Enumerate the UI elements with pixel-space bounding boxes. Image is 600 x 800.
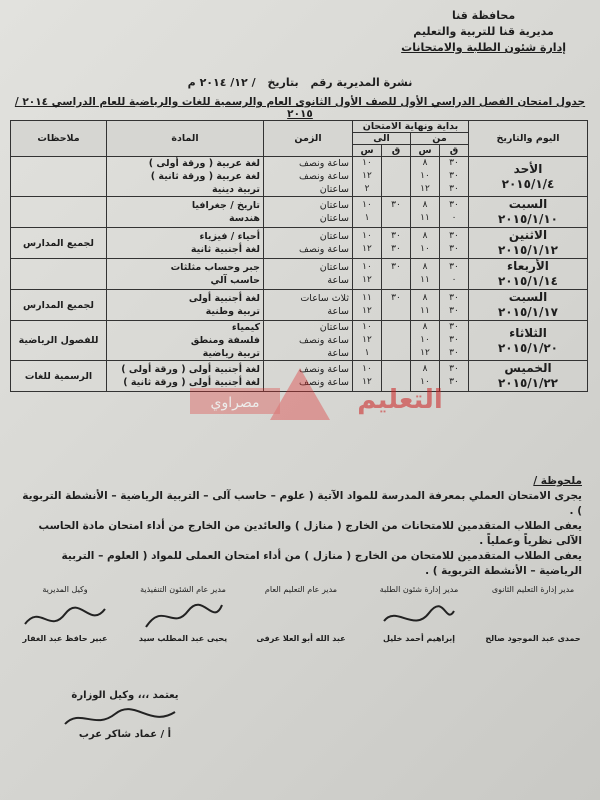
to-s-value: ١٠	[362, 200, 372, 210]
subjects-value: لغة عربية ( ورقة ثانية )	[150, 171, 260, 182]
to-s-value: ١٢	[362, 244, 372, 254]
from-s-cell	[411, 157, 440, 197]
to-q-value: ٣٠	[391, 244, 401, 254]
to-s-cell	[353, 197, 382, 228]
from-s-value: ١٠	[420, 244, 430, 254]
subjects-value: تربية وطنية	[205, 306, 260, 317]
to-q-value: ٣٠	[391, 262, 401, 272]
to-s-value: ١٢	[362, 306, 372, 316]
note-cell	[11, 157, 107, 197]
approval-block	[40, 690, 210, 740]
letterhead	[401, 8, 566, 56]
table-row	[11, 197, 588, 228]
from-s-value: ٨	[422, 262, 428, 272]
from-q-value: ٣٠	[449, 200, 459, 210]
day-cell	[469, 259, 588, 290]
subjects-value: تربية دينية	[212, 184, 260, 195]
durations-cell	[264, 228, 353, 259]
to-s-value: ١٠	[362, 231, 372, 241]
col-from: من	[411, 133, 469, 145]
approval-signature	[60, 706, 180, 732]
from-q-value: ٠	[451, 213, 457, 223]
day-name: الاثنين	[508, 228, 548, 242]
to-s-value: ١٠	[362, 158, 372, 168]
from-s-value: ١١	[420, 213, 430, 223]
durations-value: ساعة	[327, 306, 349, 317]
subjects-value: لغة أجنبية أولى ( ورقة ثانية )	[123, 377, 260, 388]
to-s-value: ١	[364, 348, 370, 358]
day-cell	[469, 321, 588, 361]
table-row	[11, 321, 588, 361]
bulletin-date: / ١٢/ ٢٠١٤ م	[187, 76, 256, 89]
to-s-cell	[353, 259, 382, 290]
subjects-value: كيمياء	[231, 322, 260, 333]
signature-name: إبراهيم أحمد خليل	[382, 634, 456, 643]
exam-schedule-table	[10, 120, 588, 392]
to-q-cell	[382, 157, 411, 197]
notes-section	[18, 474, 582, 579]
durations-cell	[264, 259, 353, 290]
note-cell	[11, 259, 107, 290]
col-subject: المادة	[107, 121, 264, 157]
col-to-s: س	[353, 145, 382, 157]
durations-cell	[264, 321, 353, 361]
to-q-value	[385, 347, 407, 360]
from-q-value: ٣٠	[449, 262, 459, 272]
from-q-value: ٣٠	[449, 306, 459, 316]
day-name: الخميس	[504, 361, 552, 375]
day-cell	[469, 290, 588, 321]
signature-general	[246, 585, 356, 643]
table-row	[11, 290, 588, 321]
col-notes: ملاحظات	[11, 121, 107, 157]
watermark-logo	[190, 360, 480, 430]
from-s-value: ١٠	[420, 171, 430, 181]
from-s-cell	[411, 290, 440, 321]
directorate-line: مديرية قنا للتربية والتعليم	[413, 25, 554, 38]
subjects-value: تربية رياضية	[202, 348, 260, 359]
durations-cell	[264, 157, 353, 197]
signature-name: حمدى عبد الموجود صالح	[485, 634, 581, 643]
durations-value: ساعتان	[319, 213, 349, 224]
handwritten-signature	[374, 599, 464, 635]
to-q-value: ٣٠	[391, 231, 401, 241]
from-q-value: ٣٠	[449, 171, 459, 181]
signature-name: يحيى عبد المطلب سيد	[138, 634, 228, 643]
from-q-value: ٣٠	[449, 244, 459, 254]
day-name: الأربعاء	[507, 259, 549, 273]
to-q-value	[385, 183, 407, 196]
to-q-value	[385, 157, 407, 170]
from-s-value: ١٢	[420, 184, 430, 194]
from-q-value: ٣٠	[449, 293, 459, 303]
from-s-value: ٨	[422, 231, 428, 241]
to-s-value: ١٢	[362, 275, 372, 285]
from-s-cell	[411, 321, 440, 361]
note-cell: الرسمية للغات	[11, 361, 107, 392]
watermark-text: التعليم	[357, 385, 443, 415]
from-q-cell	[440, 228, 469, 259]
from-s-cell	[411, 259, 440, 290]
subjects-cell	[107, 197, 264, 228]
to-q-value: ٣٠	[391, 293, 401, 303]
from-s-value: ١٢	[420, 348, 430, 358]
col-day: اليوم والتاريخ	[469, 121, 588, 157]
from-q-cell	[440, 197, 469, 228]
bulletin-label: نشرة المديرية رقم	[310, 76, 413, 89]
from-s-value: ٨	[422, 293, 428, 303]
from-q-value: ٣٠	[449, 322, 459, 332]
schedule-body	[11, 157, 588, 392]
to-q-cell	[382, 259, 411, 290]
from-s-cell	[411, 197, 440, 228]
signature-exec	[128, 585, 238, 643]
to-q-cell	[382, 197, 411, 228]
from-s-value: ٨	[422, 200, 428, 210]
note-item-3: يعفى الطلاب المتقدمين للامتحان من الخارج ( منازل ) من أداء امتحان العملى للمواد ( العلوم – التربية الرياضية – الأنشطة التربوية ) .	[61, 550, 582, 577]
to-q-cell	[382, 321, 411, 361]
signature-students	[364, 585, 474, 643]
from-s-value: ١١	[420, 275, 430, 285]
durations-value: ساعة ونصف	[299, 158, 349, 169]
to-s-value: ١٢	[362, 377, 372, 387]
subjects-value: لغة عربية ( ورقة أولى )	[148, 158, 260, 169]
day-date: ٢٠١٥/١/١٧	[497, 305, 559, 319]
from-q-cell	[440, 157, 469, 197]
to-s-value: ١٠	[362, 322, 372, 332]
day-cell	[469, 228, 588, 259]
subjects-value: لغة أجنبية ثانية	[190, 244, 260, 255]
bulletin-line	[110, 76, 490, 89]
day-date: ٢٠١٥/١/٤	[501, 176, 555, 191]
day-name: الثلاثاء	[509, 325, 547, 340]
col-from-s: س	[411, 145, 440, 157]
durations-value: ساعتان	[319, 322, 349, 333]
subjects-value: حاسب آلي	[210, 275, 260, 286]
col-to-q: ق	[382, 145, 411, 157]
from-s-value: ١١	[420, 306, 430, 316]
to-s-value: ١٠	[362, 364, 372, 374]
handwritten-signature	[138, 599, 228, 635]
note-cell: لجميع المدارس	[11, 228, 107, 259]
signature-title: مدير إدارة التعليم الثانوى	[491, 585, 575, 594]
to-q-value	[385, 212, 407, 225]
from-s-cell	[411, 228, 440, 259]
watermark-brand: مصراوي	[210, 395, 260, 411]
subjects-value: هندسة	[228, 213, 260, 224]
from-s-value: ١٠	[420, 335, 430, 345]
to-q-value	[385, 334, 407, 347]
note-cell: لجميع المدارس	[11, 290, 107, 321]
bulletin-date-label: بتاريخ	[267, 76, 299, 89]
durations-value: ساعة	[327, 348, 349, 359]
subjects-value: جبر وحساب مثلثات	[170, 262, 260, 273]
to-s-value: ١	[364, 213, 370, 223]
from-q-value: ٣٠	[449, 231, 459, 241]
signature-name: عبد الله أبو العلا عرفى	[256, 634, 346, 643]
to-s-cell	[353, 321, 382, 361]
from-q-cell	[440, 259, 469, 290]
to-q-value	[385, 321, 407, 334]
durations-value: ساعتان	[319, 262, 349, 273]
signature-title: مدير إدارة شئون الطلبة	[379, 585, 459, 594]
durations-value: ساعة ونصف	[299, 364, 349, 375]
day-cell	[469, 157, 588, 197]
durations-value: ساعتان	[319, 184, 349, 195]
subjects-value: لغة أجنبية أولى	[188, 293, 260, 304]
from-q-value: ٣٠	[449, 158, 459, 168]
signature-title: مدير عام التعليم العام	[264, 585, 338, 594]
from-s-value: ١٠	[420, 377, 430, 387]
from-q-value: ٣٠	[449, 348, 459, 358]
to-s-value: ١٠	[362, 262, 372, 272]
signature-secondary	[478, 585, 588, 643]
durations-cell	[264, 197, 353, 228]
subjects-cell	[107, 290, 264, 321]
signature-name: عبير حافظ عبد الغفار	[22, 634, 108, 643]
to-s-cell	[353, 157, 382, 197]
col-duration: الزمن	[264, 121, 353, 157]
durations-value: ساعة ونصف	[299, 377, 349, 388]
to-s-value: ١٢	[362, 335, 372, 345]
subjects-value: تاريخ / جغرافيا	[191, 200, 260, 211]
col-to: الى	[353, 133, 411, 145]
from-q-value: ٣٠	[449, 364, 459, 374]
to-s-value: ٢	[364, 184, 370, 194]
day-cell	[469, 361, 588, 392]
durations-cell	[264, 290, 353, 321]
note-item-2: يعفى الطلاب المتقدمين للامتحانات من الخارج ( منازل ) والعائدين من الخارج من أداء امتحان مادة الحاسب الآلى نظرياً وعملياً .	[38, 520, 582, 547]
subjects-cell	[107, 157, 264, 197]
to-s-value: ١١	[362, 293, 372, 303]
from-s-value: ٨	[422, 364, 428, 374]
day-name: السبت	[508, 197, 548, 211]
to-q-cell	[382, 228, 411, 259]
from-q-cell	[440, 290, 469, 321]
durations-value: ساعة ونصف	[299, 171, 349, 182]
durations-value: ساعتان	[319, 200, 349, 211]
durations-value: ثلاث ساعات	[300, 293, 349, 304]
col-range: بداية ونهاية الامتحان	[353, 121, 469, 133]
to-s-value: ١٢	[362, 171, 372, 181]
day-name: الأحد	[513, 161, 543, 176]
day-name: السبت	[508, 290, 548, 304]
day-date: ٢٠١٥/١/١٠	[497, 212, 559, 226]
governorate-line: محافظة قنا	[452, 9, 516, 22]
signature-title: مدير عام الشئون التنفيذية	[140, 585, 226, 594]
subjects-value: لغة أجنبية أولى ( ورقة أولى )	[121, 364, 260, 375]
to-q-value	[385, 170, 407, 183]
from-s-value: ٨	[422, 158, 428, 168]
to-s-cell	[353, 290, 382, 321]
table-row	[11, 157, 588, 197]
durations-value: ساعة ونصف	[299, 244, 349, 255]
from-q-value: ٣٠	[449, 184, 459, 194]
day-date: ٢٠١٥/١/١٢	[497, 243, 559, 257]
from-q-value: ٣٠	[449, 377, 459, 387]
from-s-value: ٨	[422, 322, 428, 332]
to-q-value	[385, 305, 407, 318]
table-row	[11, 259, 588, 290]
day-date: ٢٠١٥/١/٢٠	[497, 340, 559, 355]
from-q-value: ٣٠	[449, 335, 459, 345]
day-cell	[469, 197, 588, 228]
subjects-cell	[107, 228, 264, 259]
handwritten-signature	[20, 599, 110, 635]
durations-value: ساعة	[327, 275, 349, 286]
from-q-value: ٠	[451, 275, 457, 285]
subjects-value: فلسفة ومنطق	[190, 335, 260, 346]
to-s-cell	[353, 228, 382, 259]
notes-title: ملحوظة /	[533, 475, 582, 487]
to-q-value	[385, 274, 407, 287]
durations-value: ساعة ونصف	[299, 335, 349, 346]
table-row	[11, 228, 588, 259]
schedule-title: جدول امتحان الفصل الدراسي الأول للصف الأول الثانوى العام والرسمية للغات والرياضية للعام الدراسي ٢٠١٤ /٢٠١٥	[14, 96, 586, 120]
note-item-1: يجرى الامتحان العملي بمعرفة المدرسة للمواد الآتية ( علوم – حاسب آلى – التربية الرياضية – الأنشطة التربوية ) .	[22, 490, 582, 517]
approval-label: يعتمد ،،، وكيل الوزارة	[71, 690, 179, 701]
to-q-cell	[382, 290, 411, 321]
approval-name: أ / عماد شاكر عرب	[78, 729, 172, 740]
from-q-cell	[440, 321, 469, 361]
subjects-value: أحياء / فيزياء	[199, 231, 260, 242]
day-date: ٢٠١٥/١/١٤	[497, 274, 559, 288]
note-cell: للفصول الرياضية	[11, 321, 107, 361]
day-date: ٢٠١٥/١/٢٢	[497, 376, 559, 390]
col-from-q: ق	[440, 145, 469, 157]
signature-title: وكيل المديرية	[42, 585, 88, 594]
signatures-block	[10, 585, 590, 695]
to-q-value: ٣٠	[391, 200, 401, 210]
subjects-cell	[107, 259, 264, 290]
durations-value: ساعتان	[319, 231, 349, 242]
department-line: إدارة شئون الطلبة والامتحانات	[401, 41, 566, 54]
signature-deputy	[10, 585, 120, 643]
subjects-cell	[107, 321, 264, 361]
note-cell	[11, 197, 107, 228]
